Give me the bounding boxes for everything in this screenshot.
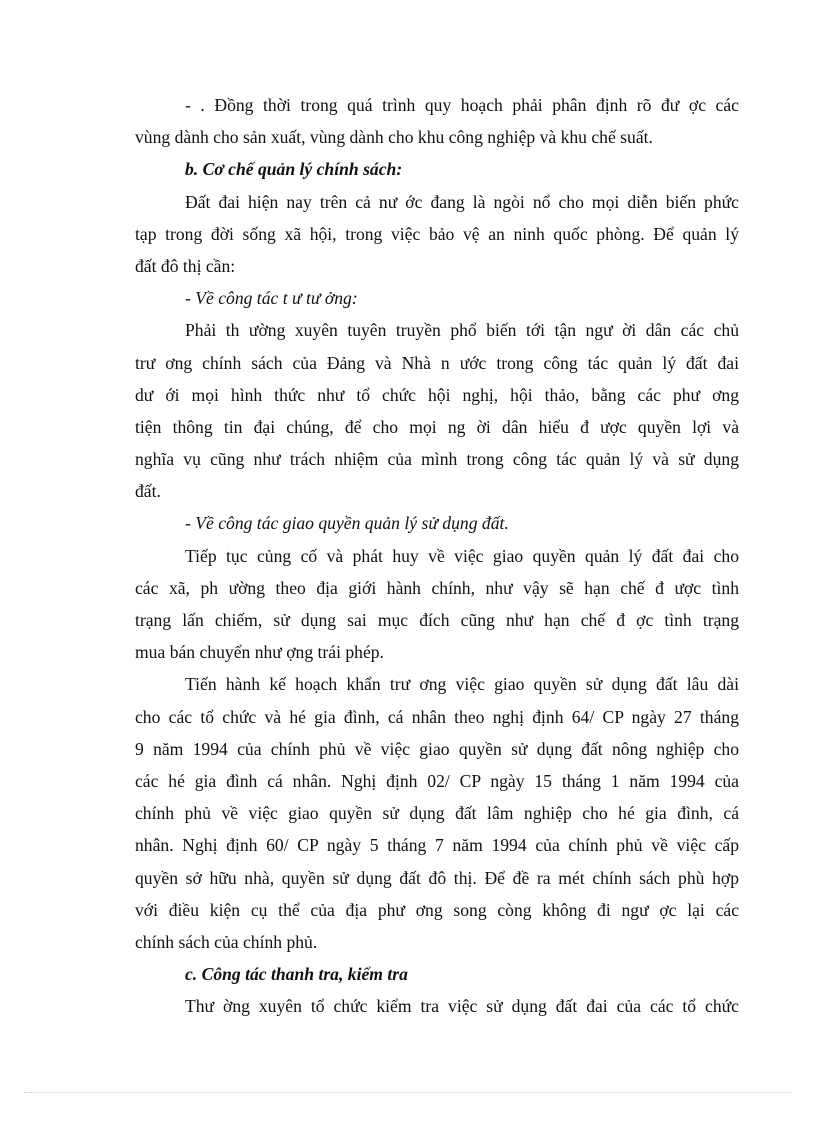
text-line: nhân. Nghị định 60/ CP ngày 5 tháng 7 năm 1994 của chính phủ về việc cấp <box>135 835 739 856</box>
text-line: chính sách của chính phủ. <box>135 931 318 952</box>
section-heading: b. Cơ chế quản lý chính sách: <box>185 159 403 180</box>
text-line: tạp trong đời sống xã hội, trong việc bảo vệ an ninh quốc phòng. Để quản lý <box>135 223 739 244</box>
text-line: chính phủ về việc giao quyền sử dụng đất lâm nghiệp cho hé gia đình, cá <box>135 803 739 824</box>
text-line: tiện thông tin đại chúng, để cho mọi ng ời dân hiểu đ ược quyền lợi và <box>135 416 739 437</box>
text-line: cho các tổ chức và hé gia đình, cá nhân theo nghị định 64/ CP ngày 27 tháng <box>135 706 739 727</box>
text-line: Tiếp tục củng cố và phát huy về việc giao quyền quản lý đất đai cho <box>185 545 739 566</box>
text-line: vùng dành cho sản xuất, vùng dành cho khu công nghiệp và khu chế suất. <box>135 127 653 148</box>
subsection-heading: - Về công tác giao quyền quản lý sử dụng đất. <box>185 513 509 534</box>
text-line: đất. <box>135 481 161 502</box>
text-line: với điều kiện cụ thể của địa phư ơng song còng không đi ngư ợc lại các <box>135 899 739 920</box>
subsection-heading: - Về công tác t ư tư ởng: <box>185 288 358 309</box>
text-line: mua bán chuyển như ợng trái phép. <box>135 642 384 663</box>
document-page <box>135 89 739 1022</box>
section-heading: c. Công tác thanh tra, kiểm tra <box>185 964 408 985</box>
text-line: Thư ờng xuyên tổ chức kiểm tra việc sử dụng đất đai của các tổ chức <box>185 996 739 1017</box>
text-line: - . Đồng thời trong quá trình quy hoạch phải phân định rõ đư ợc các <box>185 95 739 115</box>
text-line: Đất đai hiện nay trên cả nư ớc đang là ngòi nổ cho mọi diễn biến phức <box>185 191 739 212</box>
text-line: 9 năm 1994 của chính phủ về việc giao quyền sử dụng đất nông nghiệp cho <box>135 738 739 759</box>
text-line: nghĩa vụ cũng như trách nhiệm của mình trong công tác quản lý và sử dụng <box>135 449 739 470</box>
text-line: các xã, ph ường theo địa giới hành chính, như vậy sẽ hạn chế đ ược tình <box>135 577 739 598</box>
text-line: Tiến hành kế hoạch khẩn trư ơng việc giao quyền sử dụng đất lâu dài <box>185 674 739 695</box>
text-line: đất đô thị cần: <box>135 255 236 276</box>
text-line: trư ơng chính sách của Đảng và Nhà n ước trong công tác quản lý đất đai <box>135 352 739 373</box>
text-line: dư ới mọi hình thức như tổ chức hội nghị, hội thảo, bằng các phư ơng <box>135 384 739 405</box>
text-line: quyền sở hữu nhà, quyền sử dụng đất đô thị. Để đề ra mét chính sách phù hợp <box>135 867 739 888</box>
text-line: Phải th ường xuyên tuyên truyền phổ biến tới tận ngư ời dân các chủ <box>185 320 739 341</box>
text-line: các hé gia đình cá nhân. Nghị định 02/ CP ngày 15 tháng 1 năm 1994 của <box>135 770 739 791</box>
text-line: trạng lấn chiếm, sử dụng sai mục đích cũng như hạn chế đ ợc tình trạng <box>135 610 739 630</box>
page-bottom-divider <box>24 1092 792 1093</box>
